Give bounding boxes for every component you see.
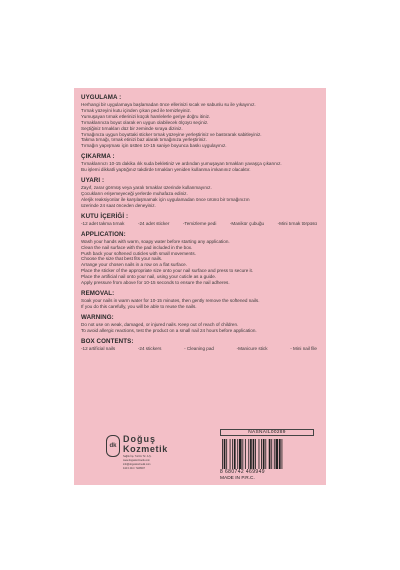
logo-mark-icon: dk: [106, 435, 120, 457]
product-code: NASNAIL00289: [220, 429, 314, 436]
instruction-line: Soak your nails in warm water for 10-15 minutes, then gently remove the softened nails.: [81, 297, 260, 303]
instruction-line: Tırnaklarınıza boyut olarak en uygun olabilecek ölçüyü seçiniz.: [81, 119, 209, 125]
logo-small-text: info@doguskozmetik.com: [123, 463, 151, 466]
instruction-line: Seçtiğiniz tırnakları düz bir zeminde sıraya diziniz.: [81, 125, 183, 131]
instruction-line: Place the sticker of the appropriate size onto your nail surface and press to secure it.: [81, 268, 254, 274]
instruction-line: Wash your hands with warm, soapy water before starting any application.: [81, 238, 230, 244]
instruction-line: Takma tırnağı, tırnak etinizi baz alarak tırnağınıza yerleştiriniz.: [81, 137, 207, 143]
instruction-section: [81, 177, 319, 209]
kit-item: - Mini nail file: [290, 345, 317, 351]
instruction-section: [81, 94, 319, 149]
logo-small-text: www.doguskozmetik.com: [123, 459, 150, 462]
instruction-line: Tırnağın yapışması için üstten 10-15 saniye boyunca baskı uygulayınız.: [81, 143, 227, 149]
section-title: REMOVAL:: [81, 289, 115, 297]
logo-small-text: 444 0 444 / 7228497: [123, 467, 145, 470]
instruction-line: Yumuşayan tırnak etlerinizi küçük hamlelerle geriye doğru itiniz.: [81, 113, 211, 119]
instruction-line: Tırnağınıza uygun boyuttaki sticker tırnak yüzeyine yerleştiriniz ve bastırarak sabitleyiniz.: [81, 131, 262, 137]
instruction-line: Herhangi bir uygulamaya başlamadan önce ellerinizi sıcak ve sabunlu su ile yıkayınız.: [81, 102, 256, 107]
instruction-line: Çocukların erişemeyeceği yerlerde muhafaza ediniz.: [81, 190, 188, 196]
section-title: WARNING:: [81, 313, 114, 321]
instruction-line: üzerinde 24 saat önceden deneyiniz.: [81, 202, 156, 208]
instruction-line: Arrange your chosen nails in a row on a flat surface.: [81, 262, 187, 268]
instruction-line: Choose the size that best fits your nails.: [81, 256, 163, 262]
barcode-icon: [220, 439, 314, 469]
instruction-line: Alerjik reaksiyonlar ile karşılaşmamak için uygulamadan önce ürünü bir tırnağınızın: [81, 196, 250, 202]
instruction-line: To avoid allergic reactions, test the product on a small nail 24 hours before application.: [81, 327, 257, 333]
kit-title-en: BOX CONTENTS:: [81, 337, 134, 345]
section-title: ÇIKARMA :: [81, 153, 115, 161]
company-logo: [106, 428, 166, 482]
instruction-line: Apply pressure from above for 10-15 seconds to ensure the nail adheres.: [81, 280, 230, 286]
barcode-digits: 8 680742 469949: [220, 469, 265, 475]
instruction-line: Do not use on weak, damaged, or injured nails. Keep out of reach of children.: [81, 321, 239, 327]
kit-item: -Manicure stick: [236, 345, 268, 351]
kit-item: -Temizleme pedi: [182, 220, 217, 226]
english-instructions: [81, 231, 319, 334]
turkish-instructions: [81, 94, 319, 209]
kit-item: -24 adet sticker: [137, 220, 170, 226]
instruction-section: [81, 231, 319, 286]
instruction-line: Clean the nail surface with the pad included in the box.: [81, 244, 193, 250]
kit-contents-en: [81, 338, 319, 352]
logo-name-line1: Doğuş: [123, 434, 156, 444]
section-title: UYARI :: [81, 177, 105, 185]
section-title: APPLICATION:: [81, 230, 126, 238]
instruction-line: Tırnak yüzeyini kutu içinden çıkan ped ile temizleyiniz.: [81, 107, 192, 113]
packaging-footer: [74, 427, 326, 485]
kit-item: -Mini tırnak törpüsü: [277, 220, 317, 226]
logo-small-text: Sağlık İnş. Turizm Tic. A.Ş.: [123, 455, 152, 458]
section-title: UYGULAMA :: [81, 94, 122, 101]
packaging-back-card: [74, 88, 326, 485]
logo-name-line2: Kozmetik: [123, 444, 168, 454]
instruction-line: Zayıf, zarar görmüş veya yaralı tırnaklar üzerinde kullanmayınız.: [81, 185, 212, 191]
instruction-line: If you do this carefully, you will be able to reuse the nails.: [81, 303, 197, 309]
kit-items-en: [81, 346, 319, 352]
instruction-section: [81, 290, 319, 310]
kit-items-tr: [81, 221, 319, 227]
instruction-line: Tırnaklarınızı 10-15 dakika ılık suda bekletiniz ve ardından yumuşayan tırnakları yavaşça çıkarınız.: [81, 161, 282, 167]
kit-title-tr: KUTU İÇERİĞİ :: [81, 212, 129, 220]
instruction-line: Place the artificial nail onto your nail, using your cuticle as a guide.: [81, 274, 217, 280]
kit-item: -12 adet takma tırnak: [81, 220, 125, 226]
instruction-section: [81, 153, 319, 173]
kit-item: -12 artificial nails: [81, 345, 116, 351]
instruction-line: Push back your softened cuticles with small movements.: [81, 250, 196, 256]
kit-contents-tr: [81, 213, 319, 227]
kit-item: -Manikür çubuğu: [229, 220, 265, 226]
instruction-line: Bu işlemi dikkatli yaptığınız takdirde tırnakları yeniden kullanma imkanınız olacaktır.: [81, 167, 251, 173]
instruction-section: [81, 314, 319, 334]
made-in-label: MADE IN P.R.C.: [220, 476, 255, 481]
kit-item: - Cleaning pad: [184, 345, 214, 351]
kit-item: -24 stickers: [137, 345, 162, 351]
